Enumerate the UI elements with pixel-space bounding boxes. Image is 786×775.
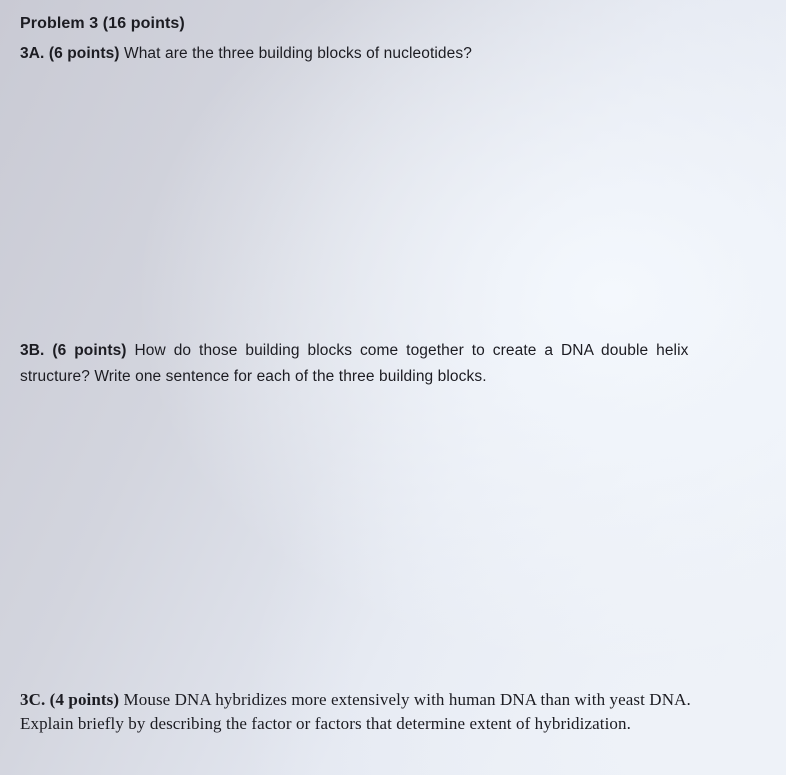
question-3c-text-line1: Mouse DNA hybridizes more extensively with human DNA than with yeast DNA. <box>119 690 691 709</box>
question-3a <box>20 45 472 63</box>
problem-heading: Problem 3 (16 points) <box>20 15 185 32</box>
question-3b-tag: 3B. (6 points) <box>20 342 127 359</box>
question-3b-text-line1: How do those building blocks come together to create a DNA double helix <box>126 342 689 359</box>
question-3c-line1 <box>20 690 691 710</box>
question-3a-text: What are the three building blocks of nucleotides? <box>119 45 472 62</box>
question-3c-line2: Explain briefly by describing the factor or factors that determine extent of hybridization. <box>20 714 631 733</box>
question-3b-line2: structure? Write one sentence for each of the three building blocks. <box>20 368 487 385</box>
question-3b-line1 <box>20 342 755 360</box>
question-3a-tag: 3A. (6 points) <box>20 45 120 62</box>
question-3c-tag: 3C. (4 points) <box>20 690 120 709</box>
